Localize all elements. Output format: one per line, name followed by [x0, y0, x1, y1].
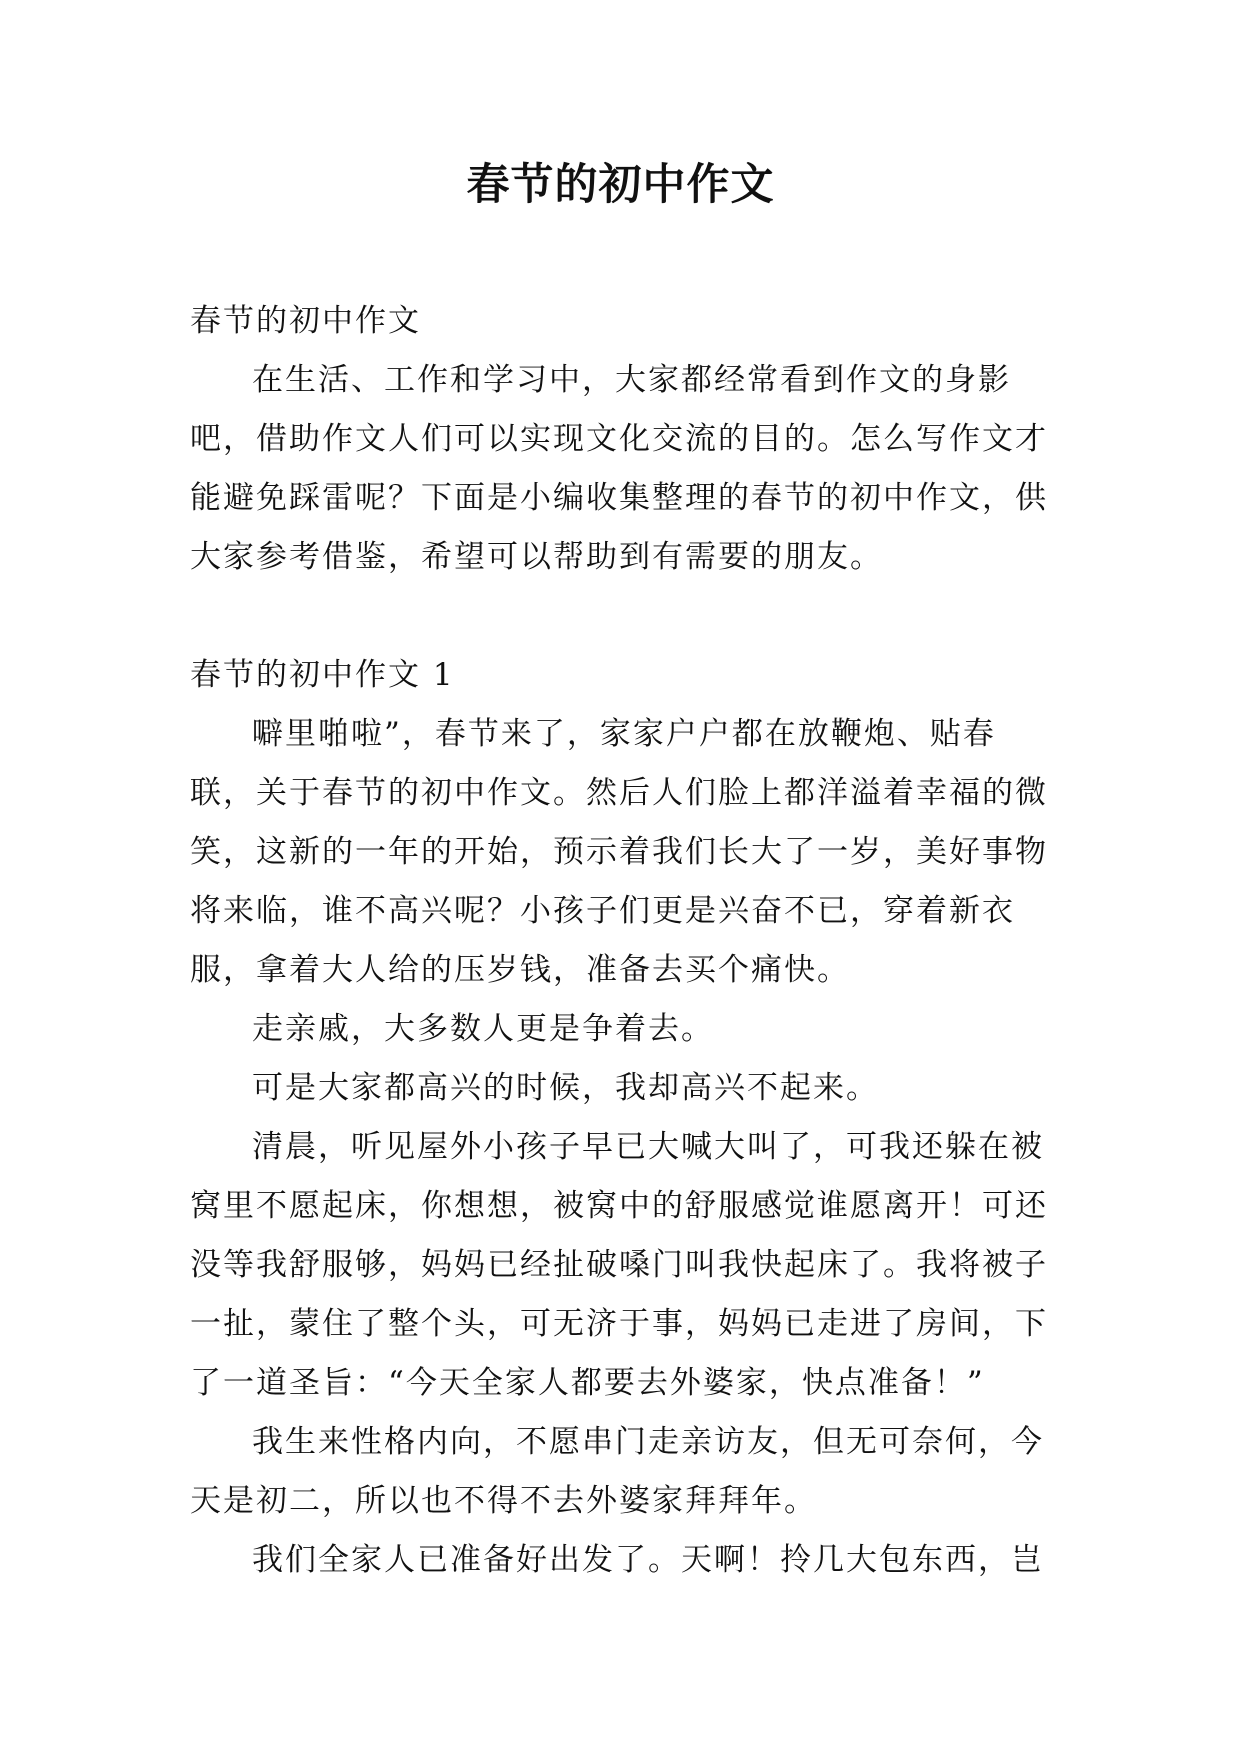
essay-paragraph: 我生来性格内向，不愿串门走亲访友，但无可奈何，今天是初二，所以也不得不去外婆家拜拜年。 — [190, 1424, 1044, 1519]
essay-paragraph: 清晨，听见屋外小孩子早已大喊大叫了，可我还躲在被窝里不愿起床，你想想，被窝中的舒服感觉谁愿离开！可还没等我舒服够，妈妈已经扯破嗓门叫我快起床了。我将被子一扯，蒙住了整个头，可无济于事，妈妈已走进了房间，下了一道圣旨：“今天全家人都要去外婆家，快点准备！” — [190, 1129, 1048, 1401]
intro-heading: 春节的初中作文 — [190, 303, 421, 339]
document-title: 春节的初中作文 — [466, 160, 775, 210]
essay-paragraph: 可是大家都高兴的时候，我却高兴不起来。 — [252, 1070, 879, 1106]
intro-paragraph: 在生活、工作和学习中，大家都经常看到作文的身影吧，借助作文人们可以实现文化交流的目的。怎么写作文才能避免踩雷呢？下面是小编收集整理的春节的初中作文，供大家参考借鉴，希望可以帮助到有需要的朋友。 — [190, 362, 1048, 575]
essay-1-heading: 春节的初中作文 1 — [190, 657, 455, 693]
section-spacer — [190, 587, 1056, 646]
essay-paragraph: 我们全家人已准备好出发了。天啊！拎几大包东西，岂 — [252, 1542, 1044, 1578]
document-body — [190, 292, 1056, 1590]
essay-paragraph: 噼里啪啦”，春节来了，家家户户都在放鞭炮、贴春联，关于春节的初中作文。然后人们脸上都洋溢着幸福的微笑，这新的一年的开始，预示着我们长大了一岁，美好事物将来临，谁不高兴呢？小孩子们更是兴奋不已，穿着新衣服，拿着大人给的压岁钱，准备去买个痛快。 — [190, 716, 1048, 988]
essay-paragraph: 走亲戚，大多数人更是争着去。 — [252, 1011, 714, 1047]
